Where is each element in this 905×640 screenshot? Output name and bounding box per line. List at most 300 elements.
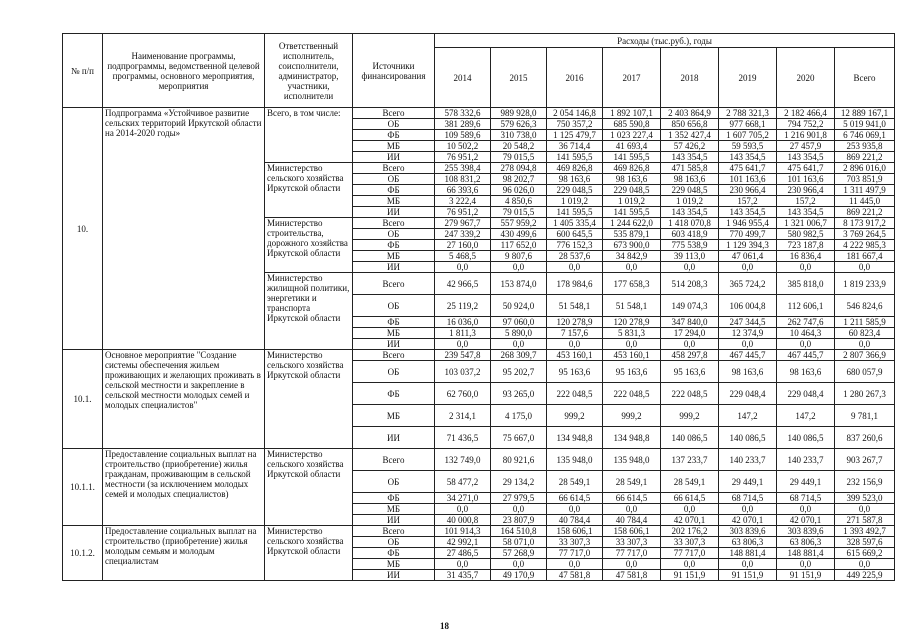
year-value: 580 982,5 (777, 229, 835, 240)
year-value: 0,0 (547, 504, 603, 515)
year-value: 42 070,1 (719, 515, 777, 526)
year-value: 140 086,5 (777, 427, 835, 449)
year-value: 0,0 (603, 262, 661, 273)
year-value: 135 948,0 (547, 449, 603, 471)
year-value: 1 019,2 (661, 196, 719, 207)
year-value: 33 307,3 (661, 537, 719, 548)
year-value: 247 339,2 (435, 229, 491, 240)
total-value: 1 393 492,7 (835, 526, 895, 537)
year-value: 230 966,4 (777, 185, 835, 196)
year-value: 66 614,5 (603, 493, 661, 504)
year-value: 999,2 (661, 405, 719, 427)
year-value: 222 048,5 (547, 383, 603, 405)
year-value: 230 966,4 (719, 185, 777, 196)
year-value: 2 054 146,8 (547, 108, 603, 119)
year-value: 469 826,8 (547, 163, 603, 174)
year-value: 68 714,5 (719, 493, 777, 504)
total-value: 328 597,6 (835, 537, 895, 548)
year-value: 1 352 427,4 (661, 130, 719, 141)
header-expenses: Расходы (тыс.руб.), годы (435, 34, 895, 48)
year-value: 134 948,8 (603, 427, 661, 449)
year-value: 0,0 (777, 504, 835, 515)
year-value: 776 152,3 (547, 240, 603, 251)
total-value: 5 019 941,0 (835, 119, 895, 130)
header-year: 2020 (777, 48, 835, 108)
year-value: 143 354,5 (777, 207, 835, 218)
total-value: 271 587,8 (835, 515, 895, 526)
year-value: 989 928,0 (491, 108, 547, 119)
year-value: 750 357,2 (547, 119, 603, 130)
row-number: 10. (63, 108, 103, 350)
header-year: 2017 (603, 48, 661, 108)
year-value: 140 086,5 (661, 427, 719, 449)
year-value: 164 510,8 (491, 526, 547, 537)
year-value: 27 486,5 (435, 548, 491, 559)
responsible-executor: Министерство сельского хозяйства Иркутской области (265, 350, 353, 449)
year-value: 77 717,0 (547, 548, 603, 559)
program-name: Подпрограмма «Устойчивое развитие сельских территорий Иркутской области на 2014-2020 годы» (103, 108, 265, 350)
year-value: 157,2 (719, 196, 777, 207)
funding-source: МБ (353, 196, 435, 207)
year-value: 255 398,4 (435, 163, 491, 174)
year-value: 112 606,1 (777, 295, 835, 317)
year-value: 467 445,7 (777, 350, 835, 361)
year-value: 68 714,5 (777, 493, 835, 504)
year-value: 27 457,9 (777, 141, 835, 152)
year-value: 95 163,6 (547, 361, 603, 383)
year-value: 10 464,3 (777, 328, 835, 339)
program-name: Предоставление социальных выплат на строительство (приобретение) жилья гражданам, проживающим в сельской местности (за исключением молодых семей и молодых специалистов) (103, 449, 265, 526)
year-value: 91 151,9 (719, 570, 777, 581)
total-value: 2 896 016,0 (835, 163, 895, 174)
total-value: 0,0 (835, 339, 895, 350)
year-value: 140 086,5 (719, 427, 777, 449)
total-value: 1 280 267,3 (835, 383, 895, 405)
funding-source: ФБ (353, 493, 435, 504)
year-value: 27 160,0 (435, 240, 491, 251)
year-value: 279 967,7 (435, 218, 491, 229)
year-value: 0,0 (435, 339, 491, 350)
total-value: 8 173 917,2 (835, 218, 895, 229)
year-value: 42 070,1 (661, 515, 719, 526)
year-value: 51 548,1 (603, 295, 661, 317)
year-value: 475 641,7 (719, 163, 777, 174)
year-value: 120 278,9 (603, 317, 661, 328)
year-value: 101 914,3 (435, 526, 491, 537)
responsible-executor: Министерство жилищной политики, энергетики и транспорта Иркутской области (265, 273, 353, 350)
funding-source: ФБ (353, 130, 435, 141)
table-row (63, 449, 895, 471)
year-value: 2 182 466,4 (777, 108, 835, 119)
total-value: 615 669,2 (835, 548, 895, 559)
year-value: 850 656,8 (661, 119, 719, 130)
funding-source: ОБ (353, 295, 435, 317)
year-value: 514 208,3 (661, 273, 719, 295)
funding-source: ИИ (353, 570, 435, 581)
year-value: 1 946 955,4 (719, 218, 777, 229)
year-value: 262 747,6 (777, 317, 835, 328)
total-value: 680 057,9 (835, 361, 895, 383)
year-value: 0,0 (719, 559, 777, 570)
year-value: 137 233,7 (661, 449, 719, 471)
funding-source: ИИ (353, 339, 435, 350)
funding-source: Всего (353, 108, 435, 119)
funding-source: Всего (353, 163, 435, 174)
row-number: 10.1.1. (63, 449, 103, 526)
header-year: 2015 (491, 48, 547, 108)
total-value: 2 807 366,9 (835, 350, 895, 361)
total-value: 11 445,0 (835, 196, 895, 207)
year-value: 385 818,0 (777, 273, 835, 295)
year-value: 59 593,5 (719, 141, 777, 152)
year-value: 1 892 107,1 (603, 108, 661, 119)
year-value: 158 606,1 (547, 526, 603, 537)
year-value: 222 048,5 (661, 383, 719, 405)
total-value: 232 156,9 (835, 471, 895, 493)
year-value: 71 436,5 (435, 427, 491, 449)
year-value: 557 959,2 (491, 218, 547, 229)
year-value: 222 048,5 (603, 383, 661, 405)
year-value: 98 163,6 (547, 174, 603, 185)
year-value: 80 921,6 (491, 449, 547, 471)
year-value: 0,0 (491, 559, 547, 570)
year-value: 0,0 (719, 339, 777, 350)
year-value: 41 693,4 (603, 141, 661, 152)
year-value: 157,2 (777, 196, 835, 207)
year-value: 57 426,2 (661, 141, 719, 152)
year-value: 148 881,4 (777, 548, 835, 559)
year-value: 579 626,3 (491, 119, 547, 130)
page-number: 18 (440, 621, 449, 631)
year-value: 0,0 (435, 559, 491, 570)
year-value: 79 015,5 (491, 207, 547, 218)
year-value: 95 163,6 (661, 361, 719, 383)
funding-source: ОБ (353, 537, 435, 548)
responsible-executor: Всего, в том числе: (265, 108, 353, 163)
year-value: 229 048,5 (547, 185, 603, 196)
year-value: 50 924,0 (491, 295, 547, 317)
total-value: 703 851,9 (835, 174, 895, 185)
funding-source: МБ (353, 141, 435, 152)
year-value: 42 966,5 (435, 273, 491, 295)
year-value: 95 202,7 (491, 361, 547, 383)
year-value: 1 129 394,3 (719, 240, 777, 251)
year-value: 141 595,5 (603, 207, 661, 218)
funding-source: ФБ (353, 240, 435, 251)
year-value: 120 278,9 (547, 317, 603, 328)
year-value: 135 948,0 (603, 449, 661, 471)
year-value: 75 667,0 (491, 427, 547, 449)
year-value: 141 595,5 (603, 152, 661, 163)
year-value: 63 806,3 (719, 537, 777, 548)
year-value: 600 645,5 (547, 229, 603, 240)
year-value: 0,0 (719, 504, 777, 515)
year-value: 57 268,9 (491, 548, 547, 559)
total-value: 1 211 585,9 (835, 317, 895, 328)
year-value: 63 806,3 (777, 537, 835, 548)
year-value: 268 309,7 (491, 350, 547, 361)
year-value: 62 760,0 (435, 383, 491, 405)
year-value: 36 714,4 (547, 141, 603, 152)
year-value: 1 321 006,7 (777, 218, 835, 229)
year-value: 93 265,0 (491, 383, 547, 405)
year-value: 153 874,0 (491, 273, 547, 295)
year-value: 40 784,4 (547, 515, 603, 526)
year-value: 1 019,2 (547, 196, 603, 207)
year-value: 149 074,3 (661, 295, 719, 317)
year-value: 347 840,0 (661, 317, 719, 328)
year-value: 98 163,6 (719, 361, 777, 383)
funding-source: ФБ (353, 383, 435, 405)
year-value: 0,0 (661, 339, 719, 350)
funding-source: МБ (353, 251, 435, 262)
year-value: 0,0 (661, 559, 719, 570)
year-value: 723 187,8 (777, 240, 835, 251)
year-value: 143 354,5 (661, 152, 719, 163)
year-value: 1 418 070,8 (661, 218, 719, 229)
year-value: 2 314,1 (435, 405, 491, 427)
year-value: 16 836,4 (777, 251, 835, 262)
year-value: 42 992,1 (435, 537, 491, 548)
year-value: 467 445,7 (719, 350, 777, 361)
table-header (63, 34, 895, 108)
year-value: 685 590,8 (603, 119, 661, 130)
table-row (63, 108, 895, 119)
year-value: 0,0 (491, 339, 547, 350)
budget-table-container (62, 33, 894, 581)
row-number: 10.1. (63, 350, 103, 449)
total-value: 0,0 (835, 262, 895, 273)
year-value: 5 468,5 (435, 251, 491, 262)
year-value: 98 202,7 (491, 174, 547, 185)
year-value: 469 826,8 (603, 163, 661, 174)
year-value: 1 023 227,4 (603, 130, 661, 141)
year-value: 1 125 479,7 (547, 130, 603, 141)
year-value: 0,0 (603, 504, 661, 515)
total-value: 869 221,2 (835, 152, 895, 163)
year-value: 58 071,0 (491, 537, 547, 548)
funding-source: Всего (353, 449, 435, 471)
year-value: 0,0 (777, 339, 835, 350)
total-value: 0,0 (835, 504, 895, 515)
funding-source: МБ (353, 328, 435, 339)
total-value: 869 221,2 (835, 207, 895, 218)
year-value: 229 048,4 (719, 383, 777, 405)
year-value: 66 614,5 (547, 493, 603, 504)
year-value: 0,0 (435, 262, 491, 273)
year-value: 458 297,8 (661, 350, 719, 361)
total-value: 9 781,1 (835, 405, 895, 427)
header-number: № п/п (63, 34, 103, 108)
table-row (63, 526, 895, 537)
header-year: 2014 (435, 48, 491, 108)
year-value: 471 585,8 (661, 163, 719, 174)
year-value: 76 951,2 (435, 152, 491, 163)
year-value: 106 004,8 (719, 295, 777, 317)
year-value: 5 831,3 (603, 328, 661, 339)
year-value: 140 233,7 (719, 449, 777, 471)
year-value: 134 948,8 (547, 427, 603, 449)
year-value: 1 216 901,8 (777, 130, 835, 141)
header-year: 2019 (719, 48, 777, 108)
year-value: 999,2 (547, 405, 603, 427)
year-value: 29 134,2 (491, 471, 547, 493)
year-value: 775 538,9 (661, 240, 719, 251)
year-value: 0,0 (661, 262, 719, 273)
year-value: 143 354,5 (719, 152, 777, 163)
year-value: 430 499,6 (491, 229, 547, 240)
year-value: 40 784,4 (603, 515, 661, 526)
year-value: 4 850,6 (491, 196, 547, 207)
year-value: 247 344,5 (719, 317, 777, 328)
year-value: 303 839,6 (719, 526, 777, 537)
year-value: 0,0 (547, 262, 603, 273)
year-value: 40 000,8 (435, 515, 491, 526)
year-value: 3 222,4 (435, 196, 491, 207)
year-value: 2 788 321,3 (719, 108, 777, 119)
header-name: Наименование программы, подпрограммы, ведомственной целевой программы, основного мероприятия, мероприятия (103, 34, 265, 108)
year-value: 0,0 (435, 504, 491, 515)
year-value: 95 163,6 (603, 361, 661, 383)
year-value: 999,2 (603, 405, 661, 427)
year-value: 158 606,1 (603, 526, 661, 537)
year-value: 117 652,0 (491, 240, 547, 251)
year-value: 148 881,4 (719, 548, 777, 559)
year-value: 33 307,3 (547, 537, 603, 548)
funding-source: Всего (353, 218, 435, 229)
row-number: 10.1.2. (63, 526, 103, 581)
year-value: 34 842,9 (603, 251, 661, 262)
year-value: 91 151,9 (777, 570, 835, 581)
funding-source: МБ (353, 559, 435, 570)
year-value: 7 157,6 (547, 328, 603, 339)
year-value: 381 289,6 (435, 119, 491, 130)
year-value: 770 499,7 (719, 229, 777, 240)
year-value: 34 271,0 (435, 493, 491, 504)
total-value: 6 746 069,1 (835, 130, 895, 141)
total-value: 12 889 167,1 (835, 108, 895, 119)
total-value: 903 267,7 (835, 449, 895, 471)
year-value: 4 175,0 (491, 405, 547, 427)
header-year: 2018 (661, 48, 719, 108)
year-value: 2 403 864,9 (661, 108, 719, 119)
year-value: 28 549,1 (661, 471, 719, 493)
year-value: 977 668,1 (719, 119, 777, 130)
year-value: 12 374,9 (719, 328, 777, 339)
year-value: 101 163,6 (719, 174, 777, 185)
funding-source: ОБ (353, 119, 435, 130)
year-value: 229 048,4 (777, 383, 835, 405)
total-value: 3 769 264,5 (835, 229, 895, 240)
year-value: 673 900,0 (603, 240, 661, 251)
program-name: Основное мероприятие "Создание системы обеспечения жильем проживающих и желающих проживать в сельской местности и закрепление в сельской местности молодых семей и молодых специалистов" (103, 350, 265, 449)
year-value: 132 749,0 (435, 449, 491, 471)
year-value: 1 244 622,0 (603, 218, 661, 229)
year-value: 98 163,6 (777, 361, 835, 383)
header-source: Источники финансирования (353, 34, 435, 108)
year-value: 17 294,0 (661, 328, 719, 339)
funding-source: МБ (353, 405, 435, 427)
year-value: 278 094,8 (491, 163, 547, 174)
year-value: 29 449,1 (777, 471, 835, 493)
year-value: 453 160,1 (603, 350, 661, 361)
year-value: 229 048,5 (603, 185, 661, 196)
year-value: 96 026,0 (491, 185, 547, 196)
year-value: 0,0 (603, 559, 661, 570)
table-row (63, 350, 895, 361)
year-value: 0,0 (491, 262, 547, 273)
year-value: 79 015,5 (491, 152, 547, 163)
year-value: 25 119,2 (435, 295, 491, 317)
funding-source: ФБ (353, 317, 435, 328)
funding-source: ОБ (353, 174, 435, 185)
year-value: 103 037,2 (435, 361, 491, 383)
year-value: 47 581,8 (547, 570, 603, 581)
year-value: 603 418,9 (661, 229, 719, 240)
year-value: 0,0 (777, 559, 835, 570)
year-value: 0,0 (603, 339, 661, 350)
year-value: 10 502,2 (435, 141, 491, 152)
total-value: 399 523,0 (835, 493, 895, 504)
header-total: Всего (835, 48, 895, 108)
year-value: 794 752,2 (777, 119, 835, 130)
year-value: 0,0 (547, 559, 603, 570)
year-value: 310 738,0 (491, 130, 547, 141)
year-value: 76 951,2 (435, 207, 491, 218)
year-value: 58 477,2 (435, 471, 491, 493)
year-value: 578 332,6 (435, 108, 491, 119)
program-name: Предоставление социальных выплат на строительство (приобретение) жилья молодым семьям и молодым специалистам (103, 526, 265, 581)
year-value: 109 589,6 (435, 130, 491, 141)
year-value: 239 547,8 (435, 350, 491, 361)
year-value: 39 113,0 (661, 251, 719, 262)
year-value: 141 595,5 (547, 152, 603, 163)
funding-source: ИИ (353, 152, 435, 163)
total-value: 1 311 497,9 (835, 185, 895, 196)
year-value: 0,0 (661, 504, 719, 515)
funding-source: ИИ (353, 262, 435, 273)
year-value: 16 036,0 (435, 317, 491, 328)
year-value: 98 163,6 (603, 174, 661, 185)
year-value: 0,0 (777, 262, 835, 273)
total-value: 4 222 985,3 (835, 240, 895, 251)
year-value: 141 595,5 (547, 207, 603, 218)
year-value: 178 984,6 (547, 273, 603, 295)
funding-source: Всего (353, 526, 435, 537)
year-value: 101 163,6 (777, 174, 835, 185)
total-value: 837 260,6 (835, 427, 895, 449)
year-value: 31 435,7 (435, 570, 491, 581)
year-value: 23 807,9 (491, 515, 547, 526)
year-value: 91 151,9 (661, 570, 719, 581)
funding-source: ФБ (353, 185, 435, 196)
year-value: 42 070,1 (777, 515, 835, 526)
responsible-executor: Министерство сельского хозяйства Иркутской области (265, 526, 353, 581)
total-value: 0,0 (835, 559, 895, 570)
year-value: 0,0 (719, 262, 777, 273)
year-value: 143 354,5 (719, 207, 777, 218)
year-value: 47 581,8 (603, 570, 661, 581)
year-value: 453 160,1 (547, 350, 603, 361)
year-value: 77 717,0 (603, 548, 661, 559)
funding-source: Всего (353, 350, 435, 361)
year-value: 303 839,6 (777, 526, 835, 537)
year-value: 365 724,2 (719, 273, 777, 295)
year-value: 98 163,6 (661, 174, 719, 185)
year-value: 9 807,6 (491, 251, 547, 262)
year-value: 177 658,3 (603, 273, 661, 295)
total-value: 1 819 233,9 (835, 273, 895, 295)
